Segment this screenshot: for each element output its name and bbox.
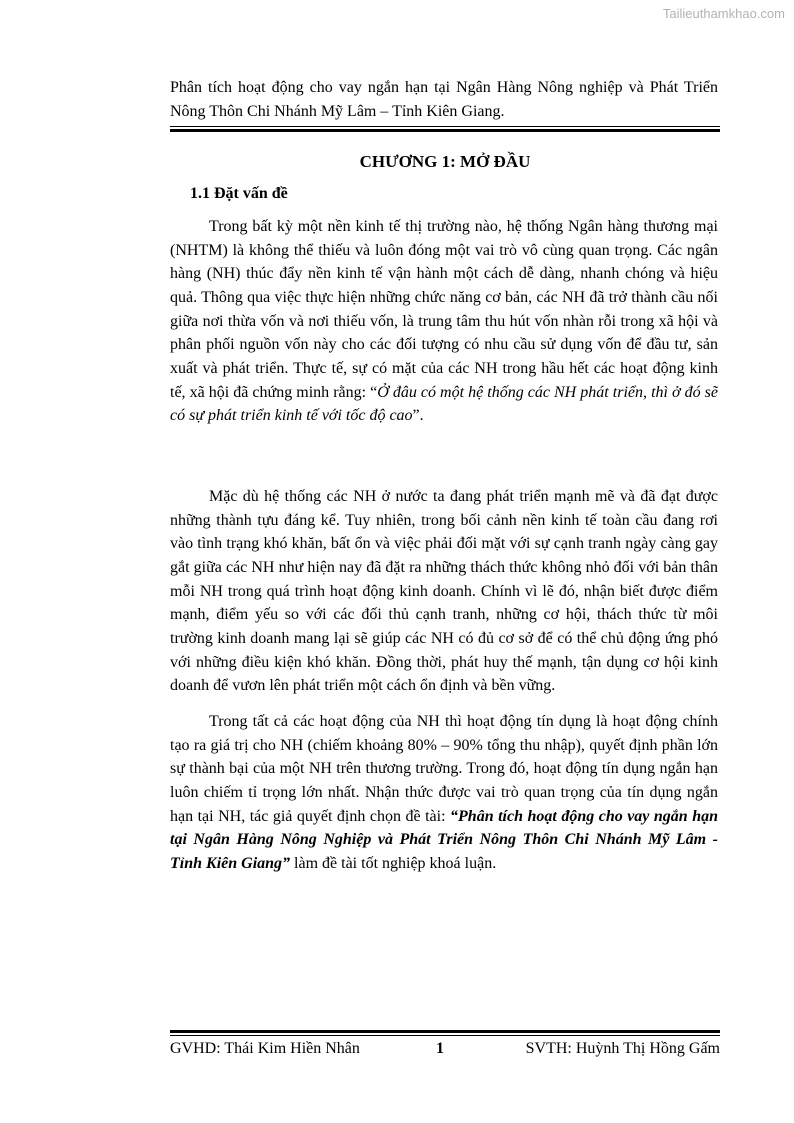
watermark: Tailieuthamkhao.com	[662, 6, 785, 21]
paragraph-1-text: Trong bất kỳ một nền kinh tế thị trường nào, hệ thống Ngân hàng thương mại (NHTM) là không thể thiếu và luôn đóng một vai trò vô cùng quan trọng. Các ngân hàng (NH) thúc đẩy nền kinh tế vận hành một cách dễ dàng, nhanh chóng và hiệu quả. Thông qua việc thực hiện những chức năng cơ bản, các NH đã trở thành cầu nối giữa nơi thừa vốn và nơi thiếu vốn, là trung tâm thu hút vốn nhàn rỗi trong xã hội và phân phối nguồn vốn này cho các đối tượng có nhu cầu sử dụng vốn để đầu tư, sản xuất và phát triển. Thực tế, sự có mặt của các NH trong hầu hết các hoạt động kinh tế, xã hội đã chứng minh rằng: “	[170, 218, 718, 401]
paragraph-3	[170, 710, 718, 876]
header-rule-thick	[170, 129, 720, 132]
paragraph-3-text: Trong tất cả các hoạt động của NH thì hoạt động tín dụng là hoạt động chính tạo ra giá trị cho NH (chiếm khoảng 80% – 90% tổng thu nhập), quyết định phần lớn sự thành bại của một NH trên thương trường. Trong đó, hoạt động tín dụng ngắn hạn luôn chiếm tỉ trọng lớn nhất. Nhận thức được vai trò quan trọng của tín dụng ngắn hạn tại NH, tác giả quyết định chọn đề tài:	[170, 713, 718, 825]
paragraph-1	[170, 215, 718, 428]
chapter-title: CHƯƠNG 1: MỞ ĐẦU	[359, 152, 531, 171]
footer-student: SVTH: Huỳnh Thị Hồng Gấm	[525, 1040, 720, 1057]
paragraph-3-topic: “Phân tích hoạt động cho vay ngắn hạn tại Ngân Hàng Nông Nghiệp và Phát Triển Nông Thôn Chi Nhánh Mỹ Lâm - Tỉnh Kiên Giang”	[170, 807, 719, 872]
paragraph-3-end: làm đề tài tốt nghiệp khoá luận.	[290, 854, 497, 872]
section-title: 1.1 Đặt vấn đề	[190, 185, 288, 202]
page-number: 1	[436, 1040, 444, 1057]
paragraph-1-quote: Ở đâu có một hệ thống các NH phát triển, thì ở đó sẽ có sự phát triển kinh tế với tốc độ cao	[170, 383, 718, 425]
running-header: Phân tích hoạt động cho vay ngắn hạn tại Ngân Hàng Nông nghiệp và Phát Triển Nông Thôn Chi Nhánh Mỹ Lâm – Tỉnh Kiên Giang.	[170, 79, 718, 120]
header-rule-thin	[170, 126, 720, 127]
paragraph-1-end: ”.	[412, 407, 424, 425]
footer-rule-thin	[170, 1035, 720, 1036]
footer-rule-thick	[170, 1030, 720, 1033]
footer-advisor: GVHD: Thái Kim Hiền Nhân	[170, 1040, 360, 1057]
paragraph-2: Mặc dù hệ thống các NH ở nước ta đang phát triển mạnh mẽ và đã đạt được những thành tựu đáng kể. Tuy nhiên, trong bối cảnh nền kinh tế toàn cầu đang rơi vào tình trạng khó khăn, bất ổn và việc phải đối mặt với sự cạnh tranh ngày càng gay gắt giữa các NH như hiện nay đã đặt ra những thách thức không nhỏ đối với bản thân mỗi NH trong quá trình hoạt động kinh doanh. Chính vì lẽ đó, nhận biết được điểm mạnh, điểm yếu so với các đối thủ cạnh tranh, những cơ hội, thách thức từ môi trường kinh doanh mang lại sẽ giúp các NH có đủ cơ sở để có thể chủ động ứng phó với những điều kiện khó khăn. Đồng thời, phát huy thế mạnh, tận dụng cơ hội kinh doanh để vươn lên phát triển một cách ổn định và bền vững.	[170, 488, 718, 695]
